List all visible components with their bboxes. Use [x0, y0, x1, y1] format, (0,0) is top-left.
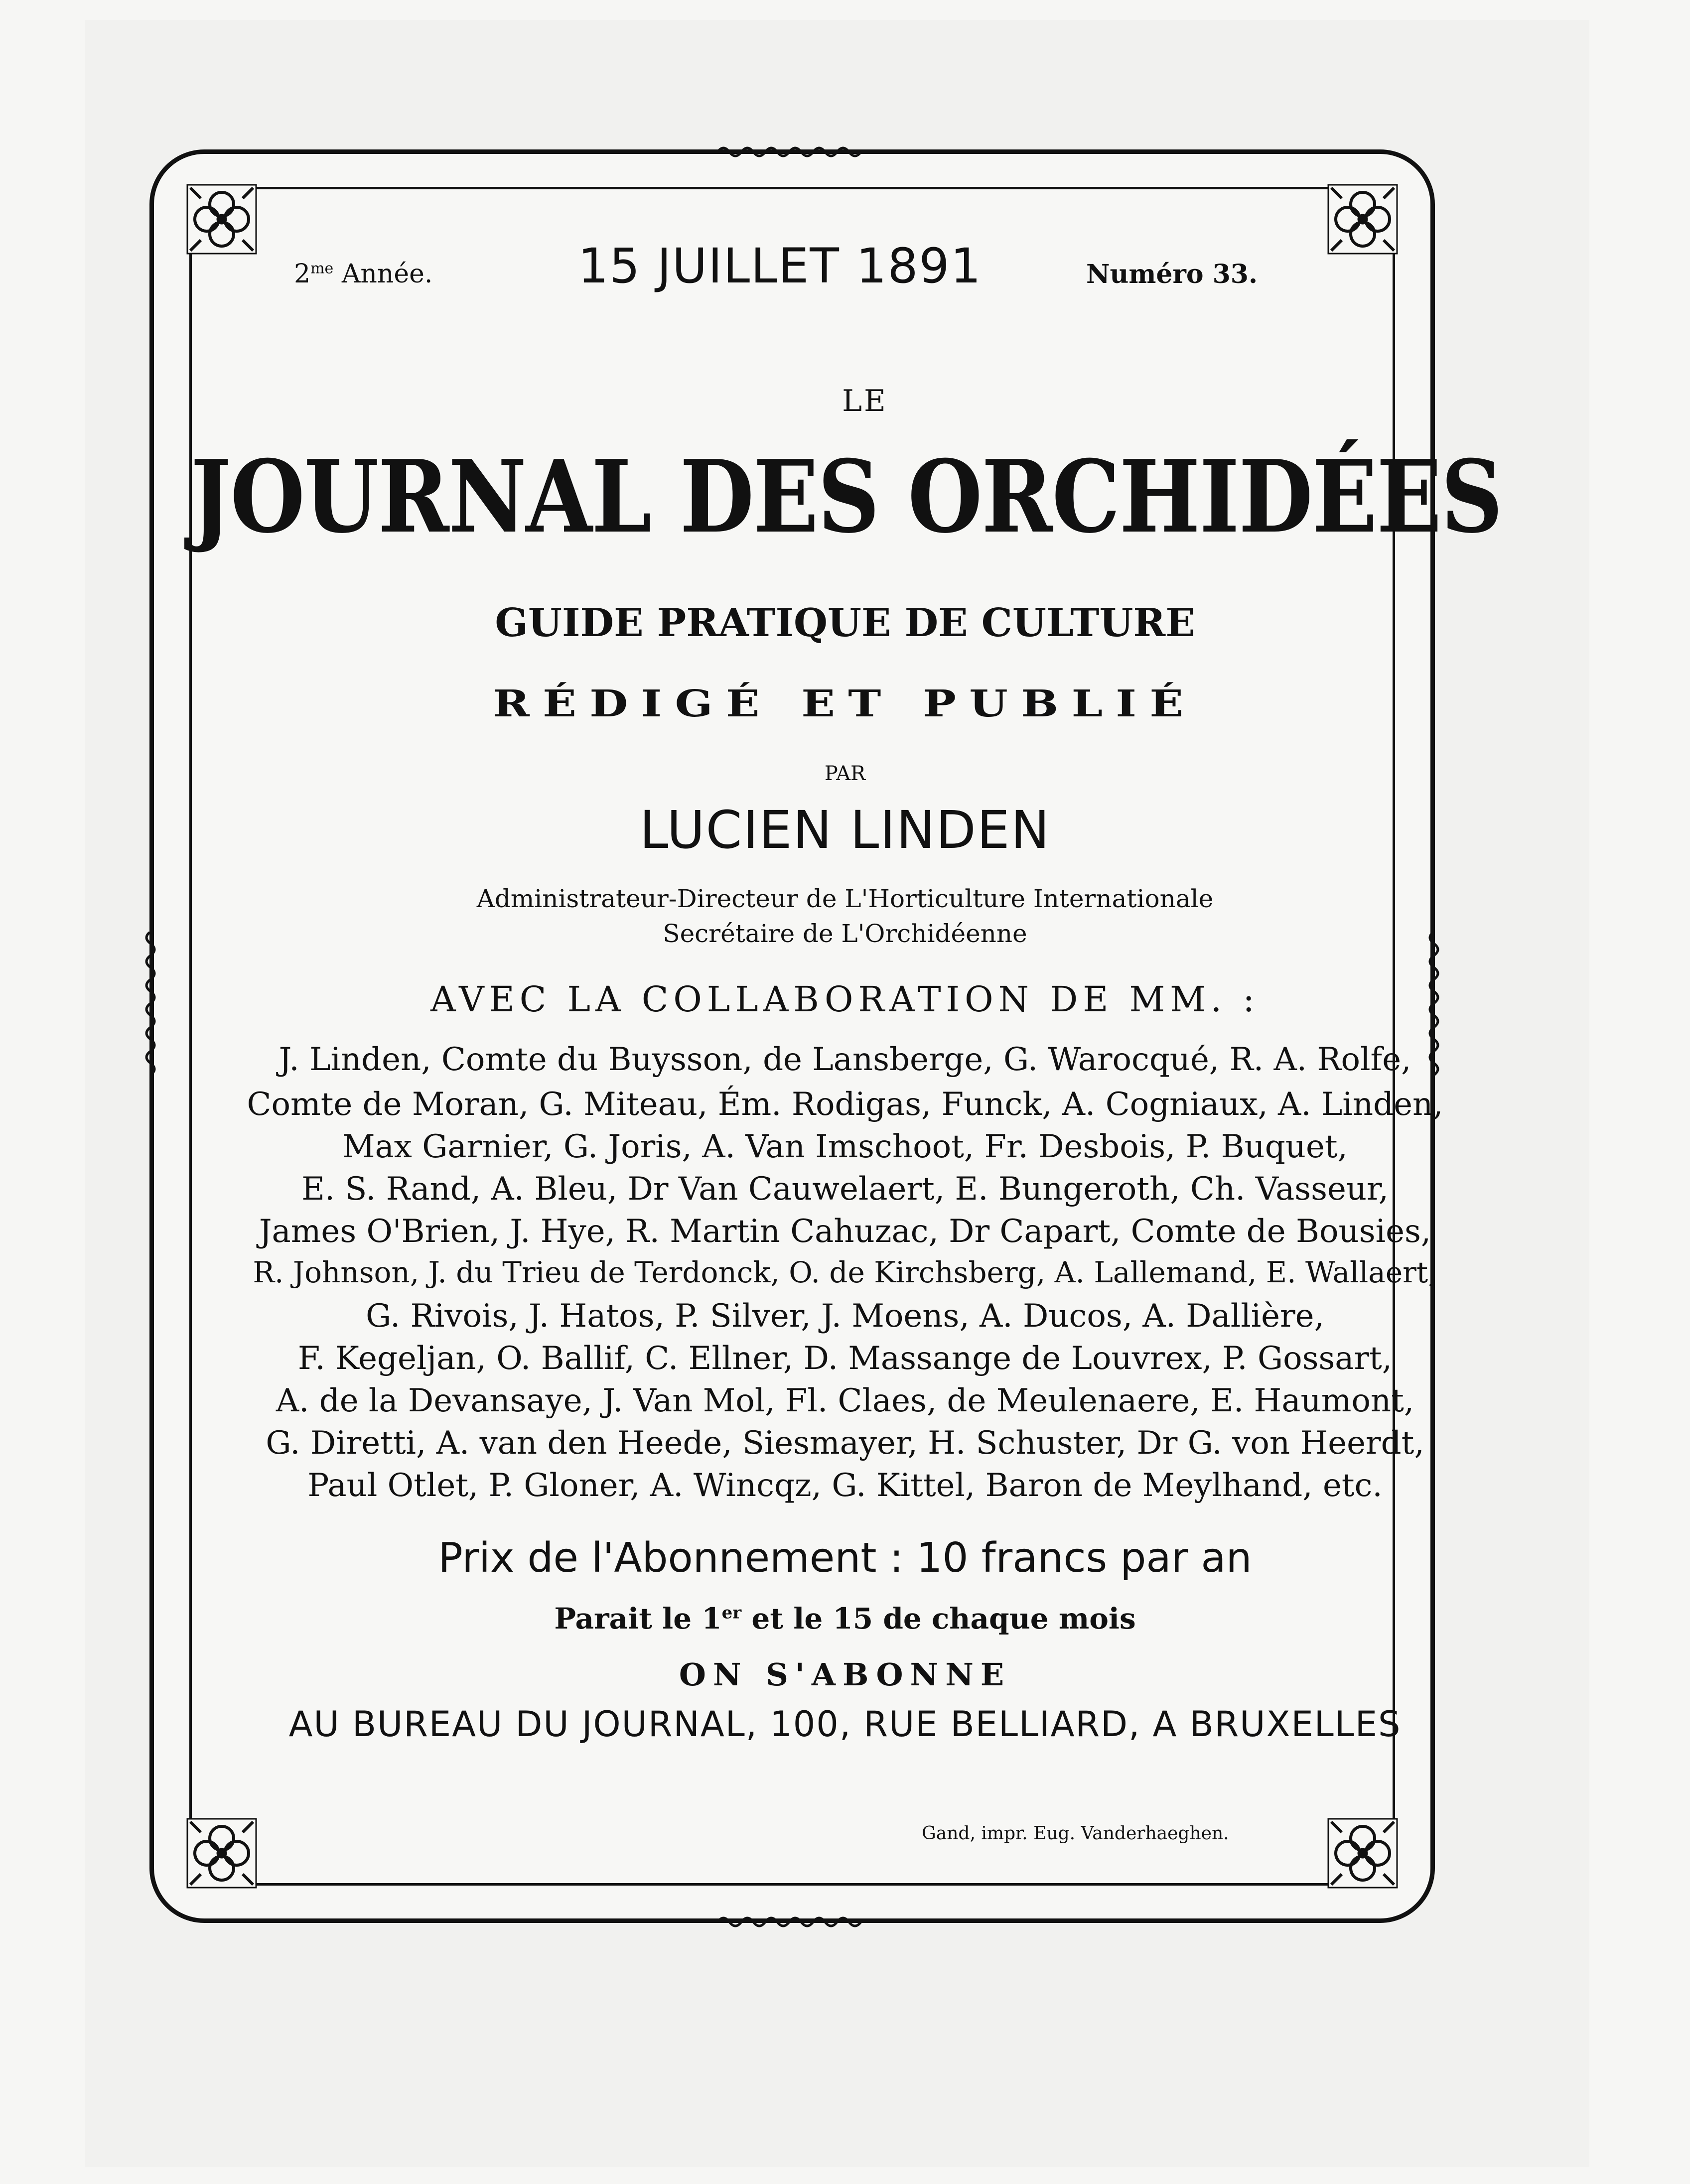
corner-fleuron-icon — [1325, 182, 1400, 257]
par-label: PAR — [824, 762, 866, 785]
journal-title: JOURNAL DES ORCHIDÉES — [190, 438, 1502, 555]
publication-schedule: Parait le 1er et le 15 de chaque mois — [554, 1602, 1136, 1636]
collaborator-line: Comte de Moran, G. Miteau, Ém. Rodigas, Funck, A. Cogniaux, A. Linden, — [247, 1086, 1443, 1123]
collaborator-line: F. Kegeljan, O. Ballif, C. Ellner, D. Massange de Louvrex, P. Gossart, — [297, 1340, 1393, 1377]
collaborator-line: A. de la Devansaye, J. Van Mol, Fl. Claes, de Meulenaere, E. Haumont, — [276, 1382, 1414, 1419]
year-label: $2^{me}$ Année. — [294, 259, 433, 289]
corner-fleuron-icon — [184, 182, 259, 257]
collaborator-line: R. Johnson, J. du Trieu de Terdonck, O. de Kirchsberg, A. Lallemand, E. Wallaert, — [253, 1255, 1437, 1289]
top-ornament-icon — [717, 142, 867, 162]
bottom-ornament-icon — [717, 1912, 867, 1932]
subscription-price: Prix de l'Abonnement : 10 francs par an — [438, 1534, 1252, 1582]
collaborator-line: E. S. Rand, A. Bleu, Dr Van Cauwelaert, E. Bungeroth, Ch. Vasseur, — [301, 1171, 1389, 1208]
corner-fleuron-icon — [184, 1816, 259, 1891]
subscription-address: AU BUREAU DU JOURNAL, 100, RUE BELLIARD, A BRUXELLES — [288, 1704, 1402, 1745]
title-article: LE — [842, 384, 888, 418]
collaboration-heading: AVEC LA COLLABORATION DE MM. : — [430, 979, 1260, 1020]
author-name: LUCIEN LINDEN — [639, 800, 1051, 860]
author-role-2: Secrétaire de L'Orchidéenne — [663, 919, 1027, 948]
subscribe-heading: ON S'ABONNE — [679, 1656, 1011, 1693]
author-role-1: Administrateur-Directeur de L'Horticulture Internationale — [476, 884, 1214, 913]
collaborator-line: James O'Brien, J. Hye, R. Martin Cahuzac, Dr Capart, Comte de Bousies, — [259, 1213, 1431, 1250]
issue-date: 15 JUILLET 1891 — [578, 238, 982, 294]
journal-subtitle: GUIDE PRATIQUE DE CULTURE — [495, 600, 1195, 646]
collaborator-line: Max Garnier, G. Joris, A. Van Imschoot, Fr. Desbois, P. Buquet, — [342, 1128, 1348, 1165]
collaborator-line: G. Diretti, A. van den Heede, Siesmayer, H. Schuster, Dr G. von Heerdt, — [266, 1425, 1424, 1462]
collaborator-line: J. Linden, Comte du Buysson, de Lansberge, G. Warocqué, R. A. Rolfe, — [279, 1041, 1411, 1078]
collaborator-line: Paul Otlet, P. Gloner, A. Wincqz, G. Kittel, Baron de Meylhand, etc. — [307, 1467, 1383, 1504]
collaborator-line: G. Rivois, J. Hatos, P. Silver, J. Moens, A. Ducos, A. Dallière, — [366, 1298, 1324, 1335]
printer-credit: Gand, impr. Eug. Vanderhaeghen. — [922, 1823, 1229, 1844]
corner-fleuron-icon — [1325, 1816, 1400, 1891]
redige-publie: RÉDIGÉ ET PUBLIÉ — [492, 682, 1197, 725]
issue-number: Numéro 33. — [1086, 259, 1258, 289]
